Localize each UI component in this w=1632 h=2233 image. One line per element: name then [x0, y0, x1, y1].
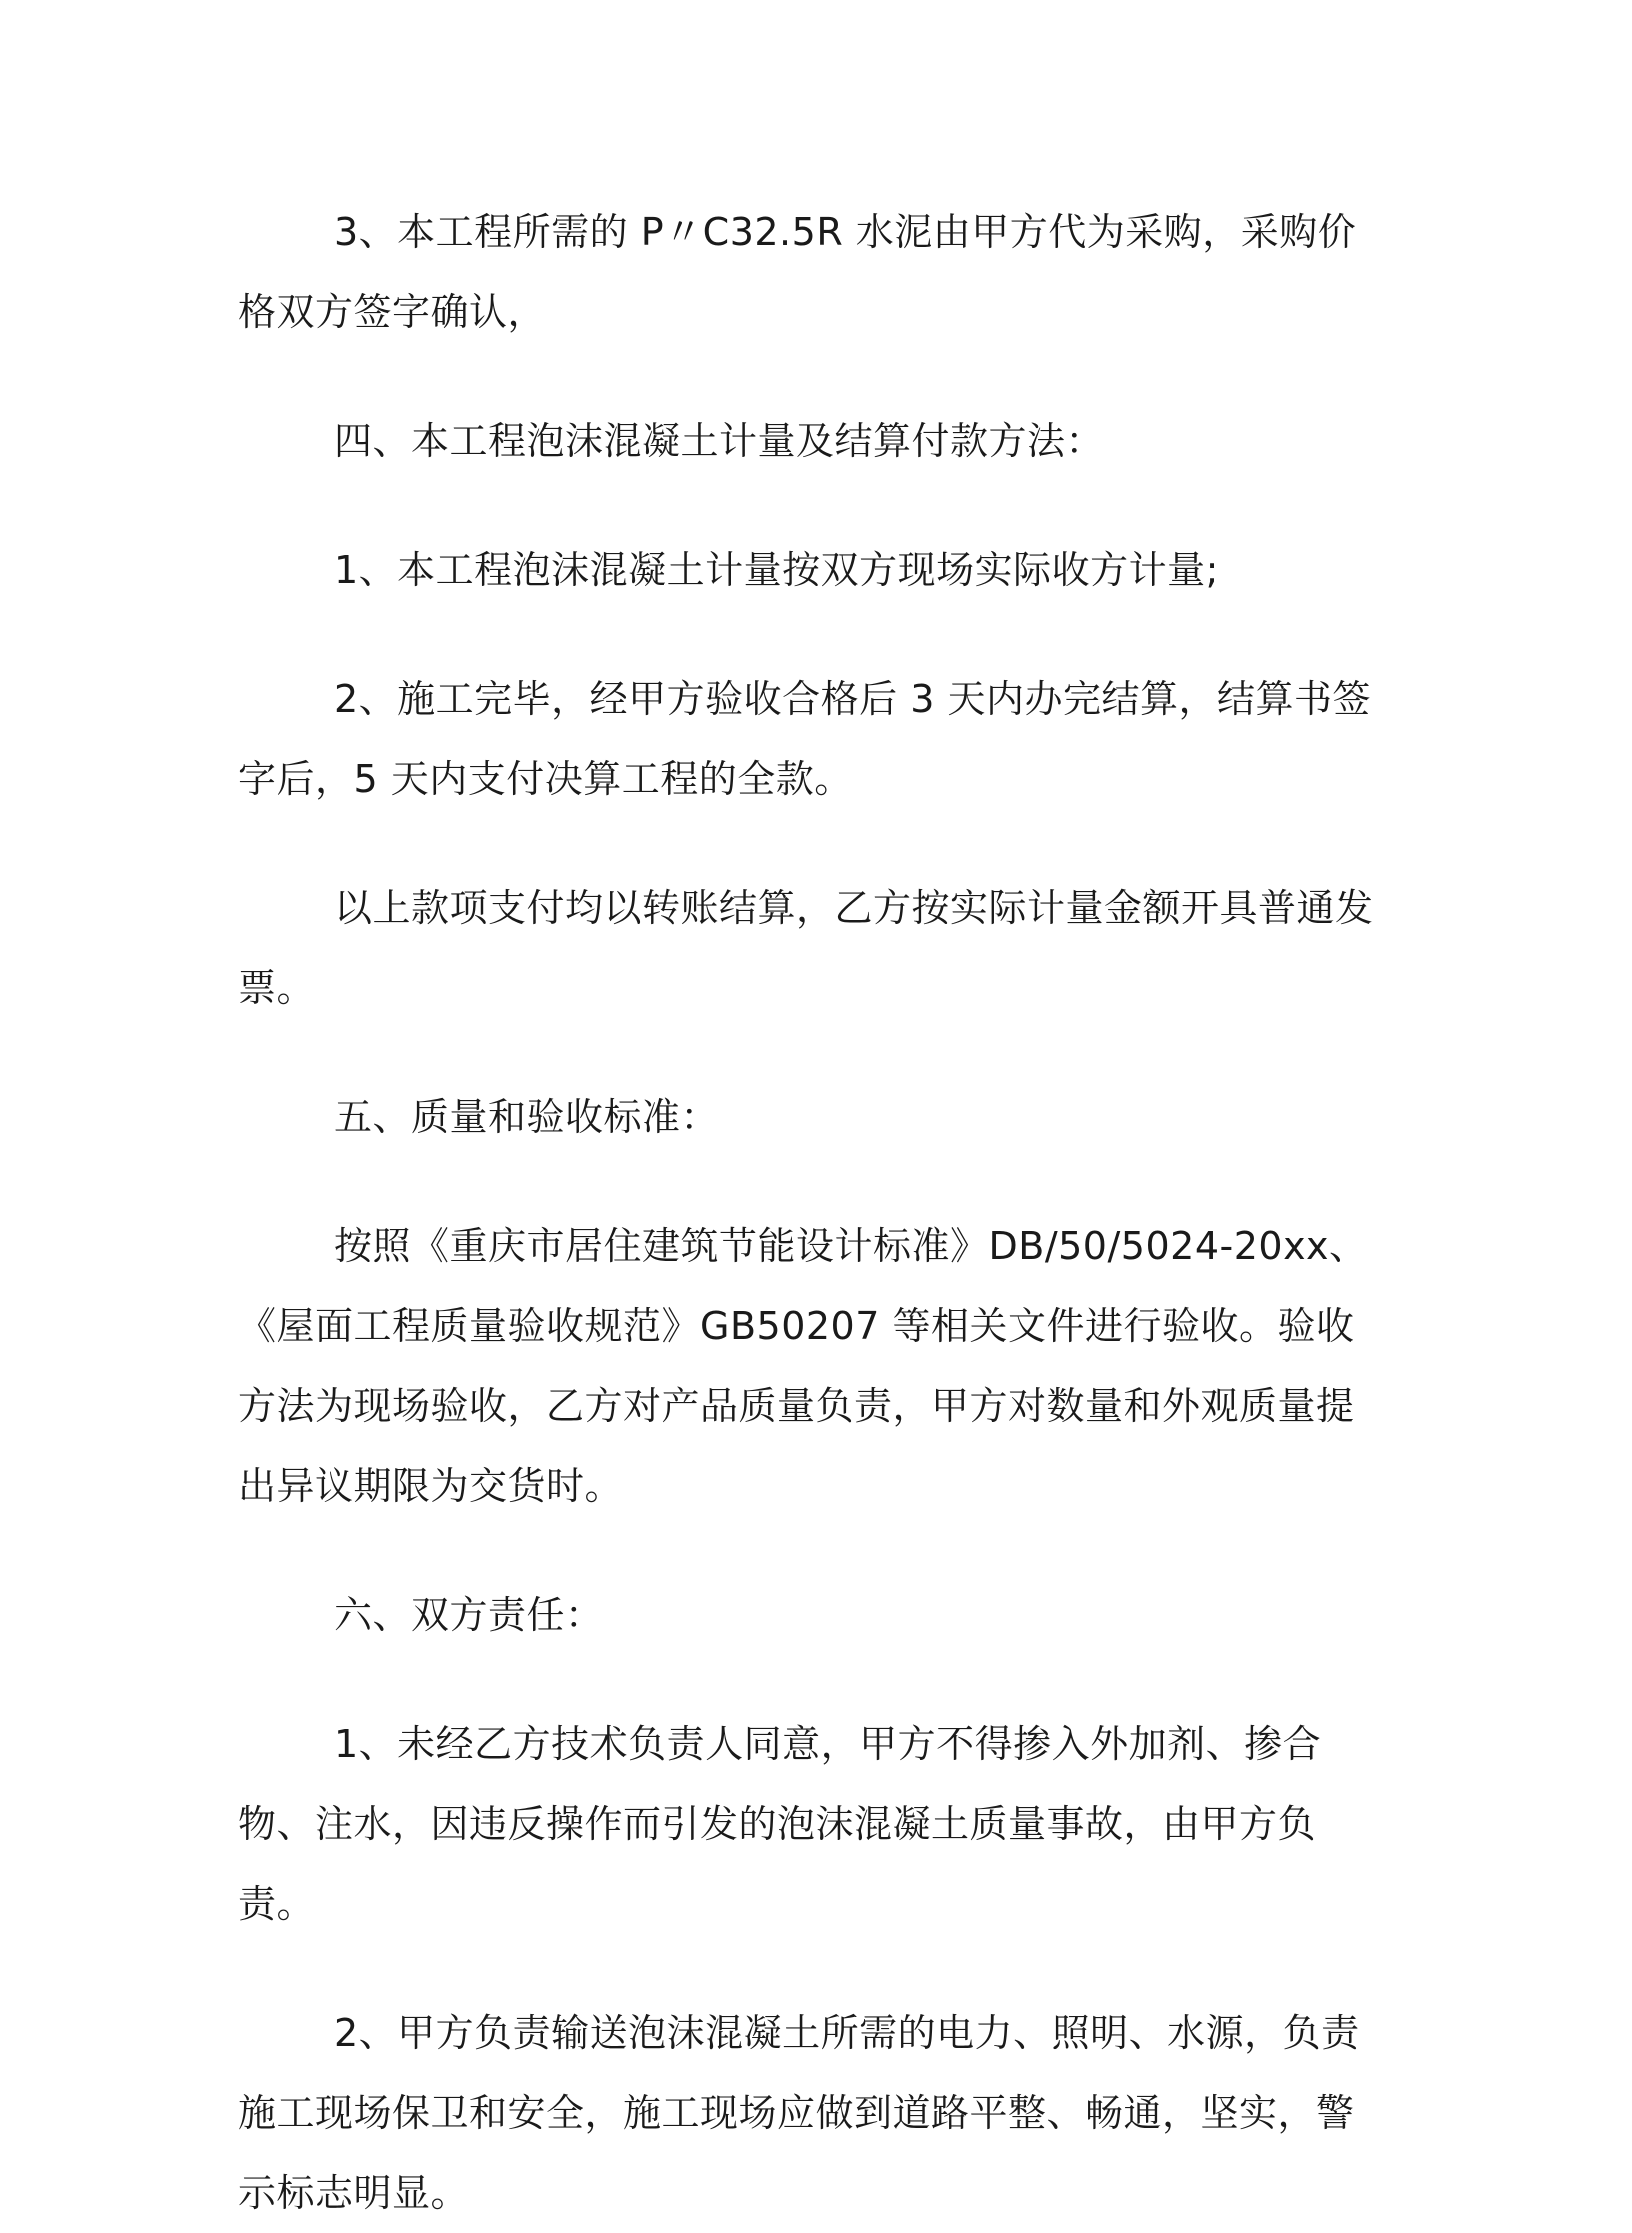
- document-body: [238, 192, 1378, 2233]
- section-heading-measurement-payment: 四、本工程泡沫混凝土计量及结算付款方法：: [334, 419, 1105, 463]
- paragraph-acceptance-standards: 按照《重庆市居住建筑节能设计标准》DB/50/5024-20xx、《屋面工程质量验收规范》GB50207 等相关文件进行验收。验收方法为现场验收，乙方对产品质量负责，甲方对数量和外观质量提出异议期限为交货时。: [238, 1224, 1368, 1508]
- section-heading-responsibilities: 六、双方责任：: [334, 1593, 604, 1637]
- paragraph-responsibility-additives: 1、未经乙方技术负责人同意，甲方不得掺入外加剂、掺合物、注水，因违反操作而引发的泡沫混凝土质量事故，由甲方负责。: [238, 1722, 1322, 1926]
- section-heading-quality-acceptance: 五、质量和验收标准：: [334, 1095, 720, 1139]
- paragraph-settlement-timeline: 2、施工完毕，经甲方验收合格后 3 天内办完结算，结算书签字后，5 天内支付决算工程的全款。: [238, 677, 1372, 801]
- paragraph-measurement-method: 1、本工程泡沫混凝土计量按双方现场实际收方计量;: [334, 548, 1219, 592]
- paragraph-responsibility-site: 2、甲方负责输送泡沫混凝土所需的电力、照明、水源，负责施工现场保卫和安全，施工现场应做到道路平整、畅通，坚实，警示标志明显。: [238, 2011, 1360, 2215]
- paragraph-payment-invoice: 以上款项支付均以转账结算，乙方按实际计量金额开具普通发票。: [238, 886, 1374, 1010]
- paragraph-cement-procurement: 3、本工程所需的 P〃C32.5R 水泥由甲方代为采购，采购价格双方签字确认，: [238, 210, 1357, 334]
